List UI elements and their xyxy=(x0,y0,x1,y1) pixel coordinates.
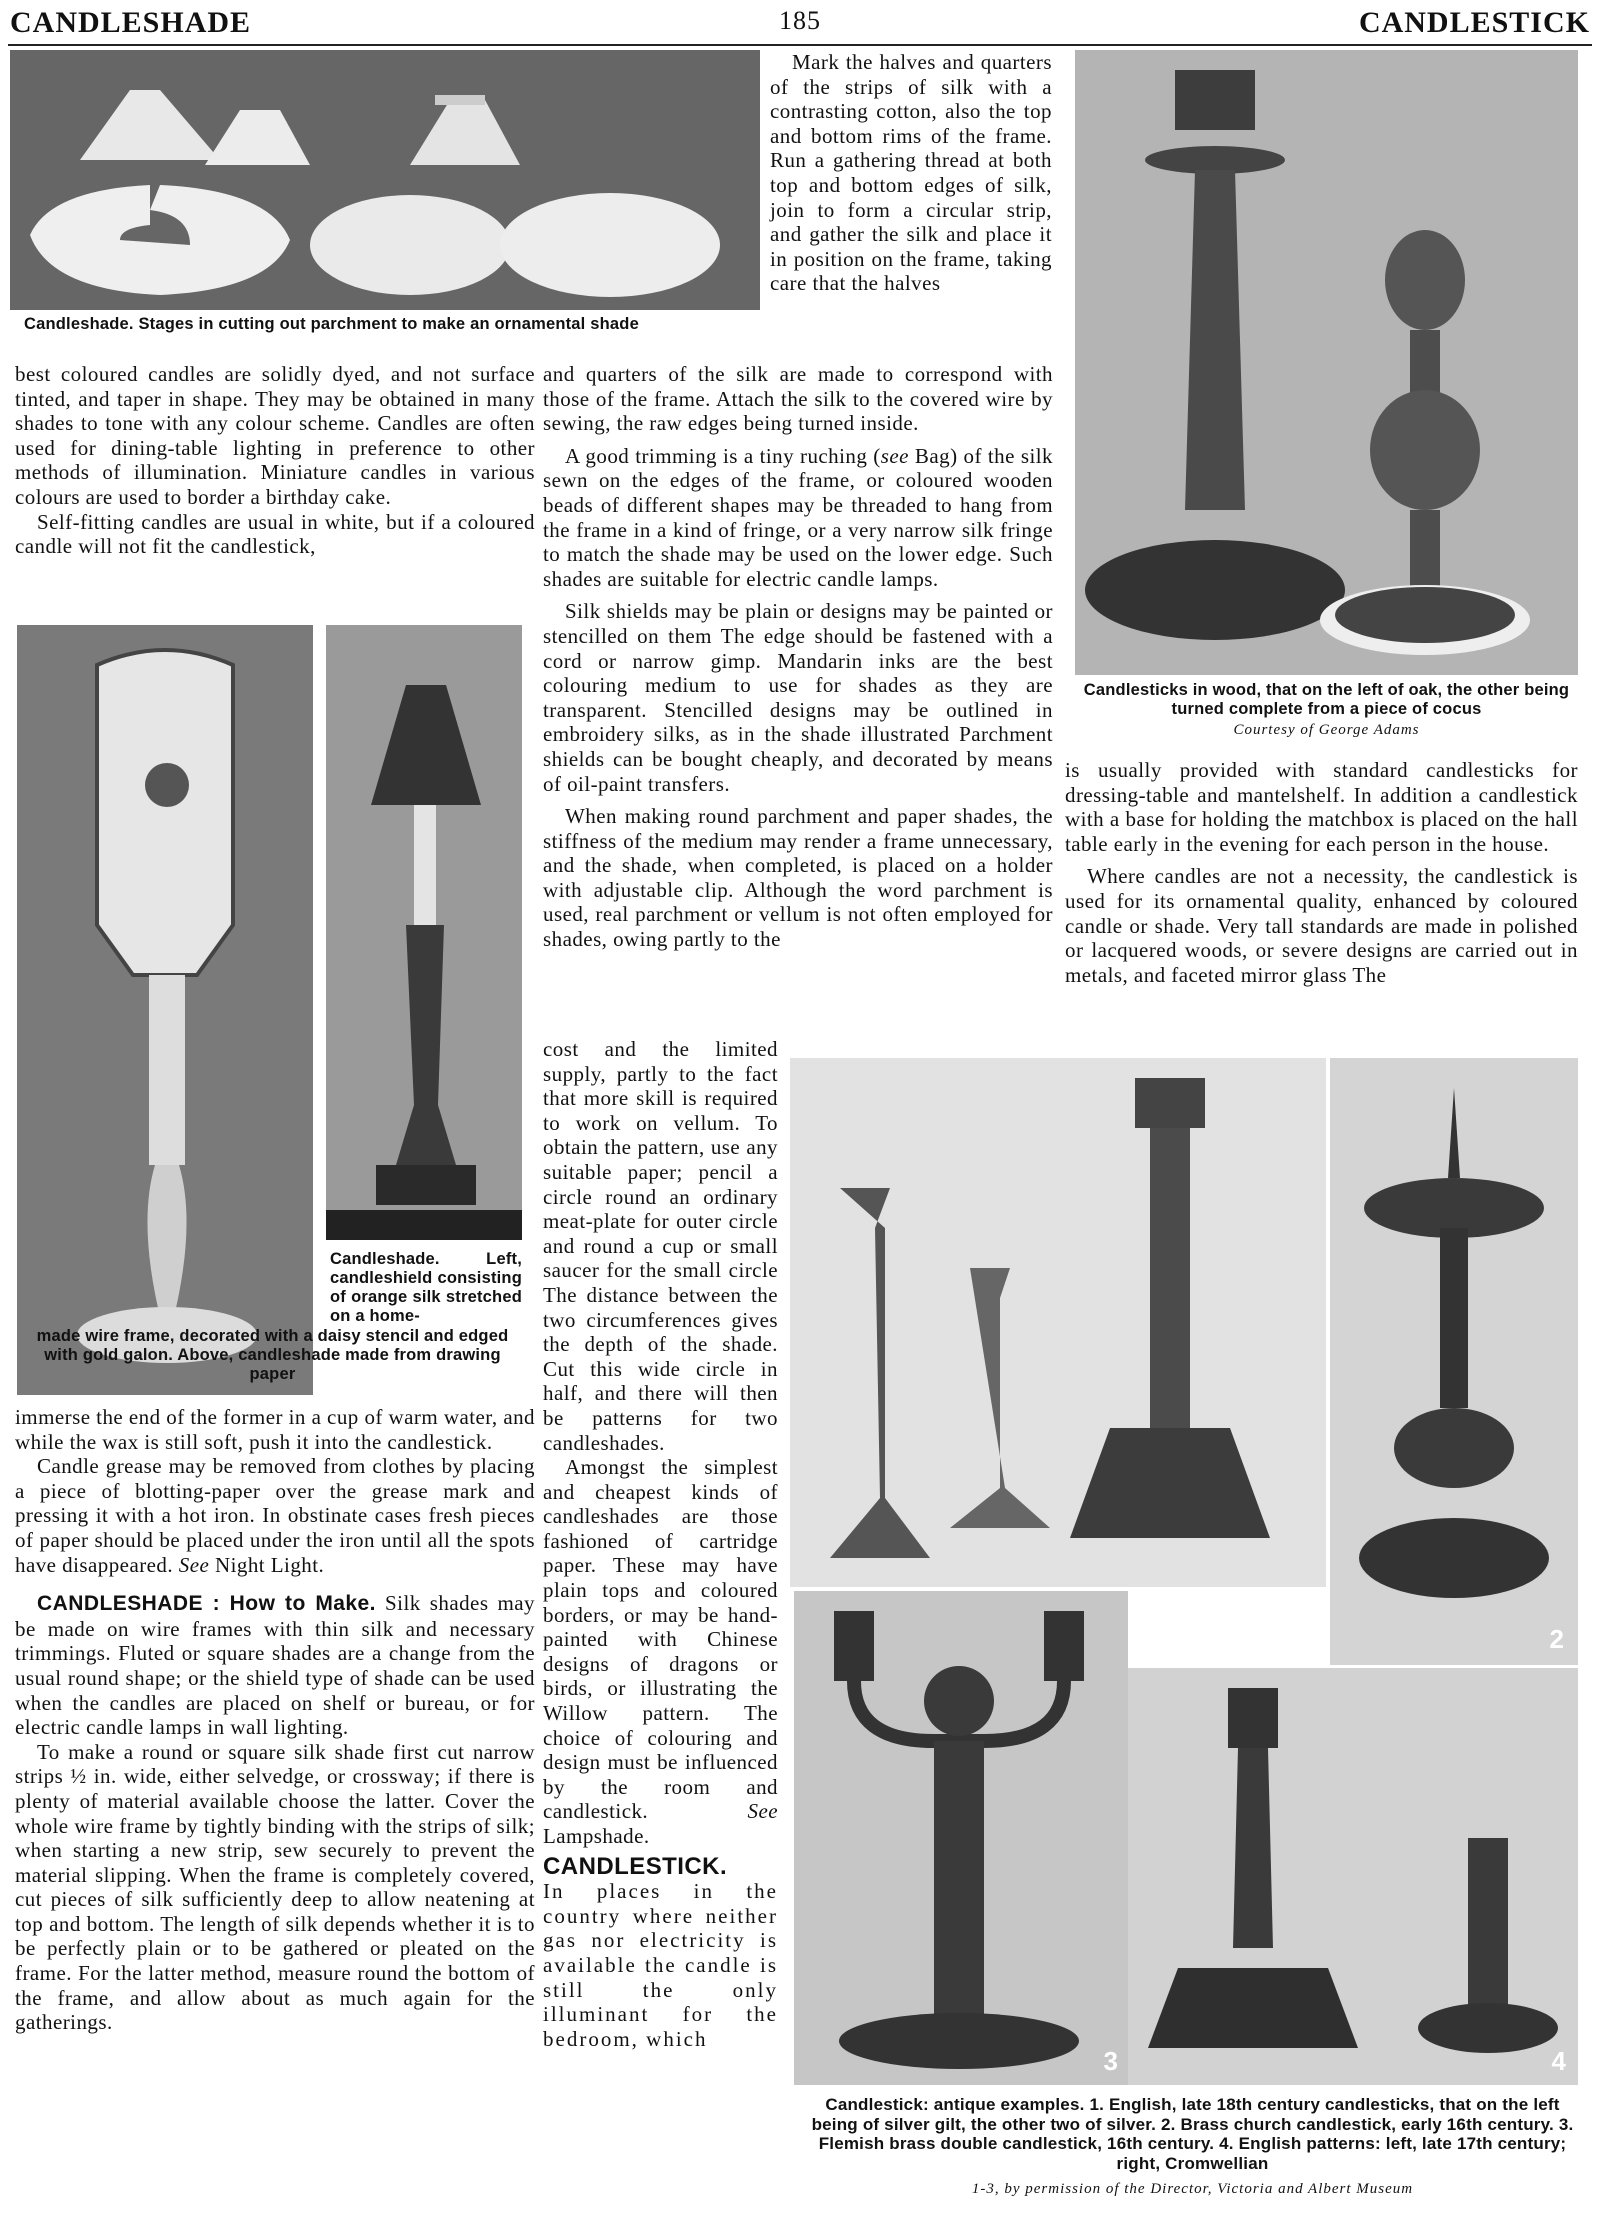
paragraph xyxy=(543,444,1053,592)
antique-candlesticks-photo-1 xyxy=(790,1058,1326,1587)
caption-wooden-candlesticks: Candlesticks in wood, that on the left of oak, the other being turned complete from a piece of cocus xyxy=(1083,681,1570,718)
paragraph: is usually provided with standard candlesticks for dressing-table and mantelshelf. In addition a candlestick with a base for holding the matchbox is placed on the hall table early in the evening for each person in the house. xyxy=(1065,758,1578,856)
paragraph-text: Silk shades may be made on wire frames with thin silk and necessary trimmings. Fluted or square shades are a change from the usual round shape; or the shield type of shade can be used when the candles are placed on shelf or bureau, or for electric candle lamps in wall lighting. xyxy=(15,1591,535,1740)
running-head-left: CANDLESHADE xyxy=(10,6,252,39)
credit-george-adams: Courtesy of George Adams xyxy=(1233,722,1420,738)
figure-number-4: 4 xyxy=(1551,2046,1566,2076)
flemish-double-candlestick-photo xyxy=(794,1591,1128,2085)
figure-number-3: 3 xyxy=(1103,2046,1118,2076)
section-heading-candlestick: CANDLESTICK. xyxy=(543,1852,728,1880)
paragraph xyxy=(15,1591,535,1740)
paragraph: and quarters of the silk are made to correspond with those of the frame. Attach the silk to the covered wire by sewing, the raw edges being turned inside. xyxy=(543,362,1053,436)
paper-candleshade-photo xyxy=(326,625,522,1240)
paragraph-text: Amongst the simplest and cheapest kinds of candleshades are those fashioned of cartridge paper. These may have plain tops and coloured borders, or may be hand-painted with Chinese designs of dragons or birds, or illustrating the Willow pattern. The choice of colouring and design must be influenced by the room and candlestick. xyxy=(543,1455,778,1824)
caption-candleshield-short: Candleshade. Left, candleshield consisting of orange silk stretched on a home- xyxy=(330,1250,522,1325)
column-2-top-narrow xyxy=(770,50,1052,296)
paragraph: In places in the country where neither gas nor electricity is available the candle is still the only illuminant for the bedroom, which xyxy=(543,1879,778,2051)
paragraph: best coloured candles are solidly dyed, and not surface tinted, and taper in shape. They may be obtained in many shades to tone with any colour scheme. Candles are often used for dining-table lighting in preference to other methods of illumination. Miniature candles in various colours are used to border a birthday cake. xyxy=(15,362,535,509)
paragraph: Silk shields may be plain or designs may be painted or stencilled on them The edge should be fastened with a cord or narrow gimp. Mandarin inks are the best colouring medium to use for shades as they are transparent. Stencilled designs may be outlined in embroidery silks, as in the shade illustrated Parchment shields can be bought cheaply, and decorated by means of oil-paint transfers. xyxy=(543,599,1053,796)
page-number: 185 xyxy=(779,6,821,35)
column-1-top xyxy=(15,362,535,559)
caption-candleshield-long: made wire frame, decorated with a daisy stencil and edged with gold galon. Above, candleshade made from drawing paper xyxy=(36,1327,509,1383)
cross-reference-lampshade: Lampshade. xyxy=(543,1824,650,1848)
section-heading-candleshade: CANDLESHADE : How to Make. xyxy=(37,1592,376,1616)
paragraph: cost and the limited supply, partly to the fact that more skill is required to work on vellum. To obtain the pattern, use any suitable paper; pencil a circle round an ordinary meat-plate for outer circle and round a cup or small saucer for the small circle The distance between the two circumferences gives the depth of the shade. Cut this wide circle in half, and there will then be patterns for two candleshades. xyxy=(543,1037,778,1455)
credit-victoria-albert-museum: 1-3, by permission of the Director, Victoria and Albert Museum xyxy=(971,2181,1414,2197)
paragraph xyxy=(543,1455,778,1849)
caption-antique-candlesticks: Candlestick: antique examples. 1. English, late 18th century candlesticks, that on the left being of silver gilt, the other two of silver. 2. Brass church candlestick, early 16th century. 3. Flemish brass double candlestick, 16th century. 4. English patterns: left, late 17th century; right, Cromwellian xyxy=(811,2095,1574,2173)
candleshield-photo xyxy=(17,625,313,1395)
running-head-right: CANDLESTICK xyxy=(1358,6,1590,39)
column-1-bottom xyxy=(15,1405,535,2035)
paragraph-text: of the silk sewn on the edges of the frame, or coloured wooden beads of different shapes may be threaded to hang from the frame in a kind of fringe, or a very narrow silk fringe to match the shade may be used on the lower edge. Such shades are suitable for electric candle lamps. xyxy=(543,443,1054,591)
figure-number-2: 2 xyxy=(1549,1624,1564,1654)
see-label: See xyxy=(178,1552,210,1577)
cross-reference-bag: Bag) xyxy=(914,443,958,468)
caption-parchment-shades: Candleshade. Stages in cutting out parchment to make an ornamental shade xyxy=(24,315,639,333)
column-3 xyxy=(1065,758,1578,987)
parchment-shades-photo xyxy=(10,50,760,310)
paragraph: To make a round or square silk shade first cut narrow strips ½ in. wide, either selvedge, or crossway; if there is plenty of material available choose the latter. Cover the whole wire frame by tightly binding with the strips of silk; when starting a new strip, sew securely to prevent the material slipping. When the frame is completely covered, cut pieces of silk sufficiently deep to allow neatening at top and bottom. The length of silk depends whether it is to be perfectly plain or to be gathered or pleated on the frame. For the latter method, measure round the bottom of the frame, and allow about as much again for the gatherings. xyxy=(15,1739,535,2035)
cross-reference-night-light: Night Light. xyxy=(214,1552,325,1577)
paragraph: When making round parchment and paper shades, the stiffness of the medium may render a frame unnecessary, and the shade, when completed, is placed on a holder with adjustable clip. Although the word parchment is used, real parchment or vellum is not often employed for shades, owing partly to the xyxy=(543,804,1053,952)
paragraph: Where candles are not a necessity, the candlestick is used for its ornamental quality, enhanced by coloured candle or shade. Very tall standards are made in polished or lacquered woods, or severe designs are carried out in metals, and faceted mirror glass The xyxy=(1065,864,1578,987)
wooden-candlesticks-photo xyxy=(1075,50,1578,675)
paragraph-text: Candle grease may be removed from clothes by placing a piece of blotting-paper over the grease mark and pressing it with a hot iron. In obstinate cases fresh pieces of paper should be placed under the iron until all the spots have disappeared. xyxy=(15,1454,535,1577)
column-2-bottom-narrow xyxy=(543,1037,778,2051)
header-rule xyxy=(8,44,1592,46)
see-label: see xyxy=(880,443,909,468)
see-label: See xyxy=(747,1799,778,1824)
brass-church-candlestick-photo xyxy=(1330,1058,1578,1665)
paragraph: Self-fitting candles are usual in white, but if a coloured candle will not fit the candlestick, xyxy=(15,509,535,559)
english-candlesticks-photo xyxy=(1128,1668,1578,2085)
paragraph: Mark the halves and quarters of the strips of silk with a contrasting cotton, also the top and bottom rims of the frame. Run a gathering thread at both top and bottom edges of silk, join to form a circular strip, and gather the silk and place it in position on the frame, taking care that the halves xyxy=(770,50,1052,296)
paragraph-text: A good trimming is a tiny ruching ( xyxy=(565,443,881,468)
column-2-middle xyxy=(543,362,1053,952)
paragraph xyxy=(15,1454,535,1577)
paragraph: immerse the end of the former in a cup of warm water, and while the wax is still soft, push it into the candlestick. xyxy=(15,1405,535,1454)
